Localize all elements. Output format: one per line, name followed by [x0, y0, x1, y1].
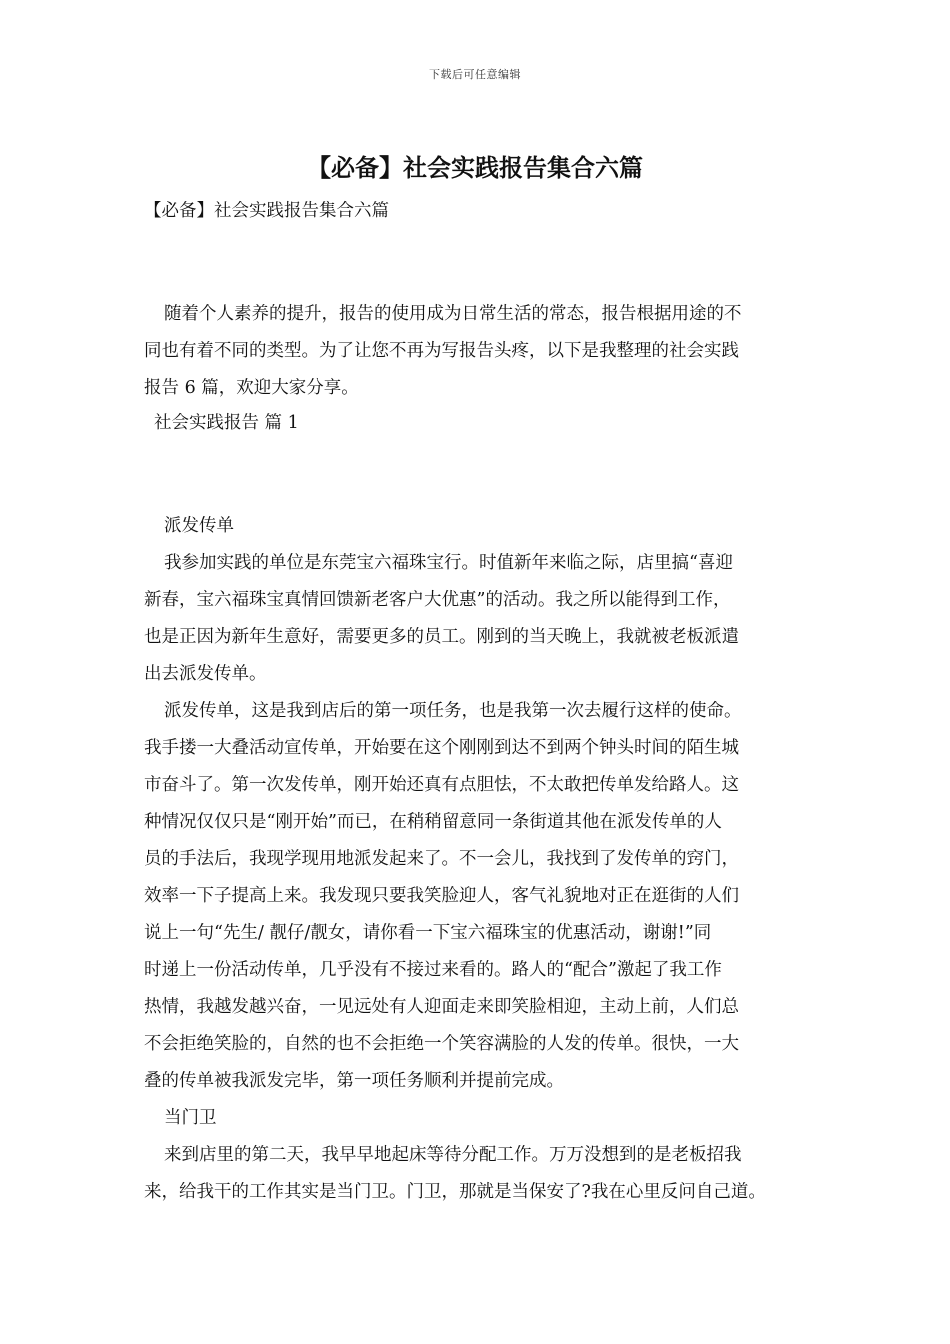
paragraph-line: 叠的传单被我派发完毕，第一项任务顺利并提前完成。 — [144, 1071, 564, 1091]
paragraph-line: 来，给我干的工作其实是当门卫。门卫，那就是当保安了?我在心里反问自己道。 — [144, 1182, 766, 1202]
document-title: 【必备】社会实践报告集合六篇 — [307, 153, 643, 182]
paragraph-line: 员的手法后，我现学现用地派发起来了。不一会儿，我找到了发传单的窍门， — [144, 849, 739, 869]
paragraph-line: 市奋斗了。第一次发传单，刚开始还真有点胆怯，不太敢把传单发给路人。这 — [144, 775, 739, 795]
paragraph-line: 效率一下子提高上来。我发现只要我笑脸迎人，客气礼貌地对正在逛街的人们 — [144, 886, 739, 906]
paragraph-line: 派发传单，这是我到店后的第一项任务，也是我第一次去履行这样的使命。 — [164, 701, 742, 721]
paragraph-line: 热情，我越发越兴奋，一见远处有人迎面走来即笑脸相迎，主动上前，人们总 — [144, 997, 739, 1017]
paragraph-line: 也是正因为新年生意好，需要更多的员工。刚到的当天晚上，我就被老板派遣 — [144, 627, 739, 647]
part1 — [144, 508, 810, 1211]
paragraph-line: 种情况仅仅只是“刚开始”而已，在稍稍留意同一条街道其他在派发传单的人 — [144, 812, 722, 832]
paragraph-line: 随着个人素养的提升，报告的使用成为日常生活的常态，报告根据用途的不 — [164, 304, 742, 324]
header-note: 下载后可任意编辑 — [429, 68, 521, 81]
paragraph-line: 时递上一份活动传单，几乎没有不接过来看的。路人的“配合”激起了我工作 — [144, 960, 722, 980]
paragraph-line: 我参加实践的单位是东莞宝六福珠宝行。时值新年来临之际，店里搞“喜迎 — [164, 553, 733, 573]
part2-heading: 当门卫 — [164, 1108, 217, 1128]
paragraph-line: 出去派发传单。 — [144, 664, 267, 684]
intro-paragraph — [144, 296, 810, 407]
paragraph-line: 同也有着不同的类型。为了让您不再为写报告头疼，以下是我整理的社会实践 — [144, 341, 739, 361]
document-subtitle — [144, 193, 810, 230]
paragraph-line: 不会拒绝笑脸的，自然的也不会拒绝一个笑容满脸的人发的传单。很快，一大 — [144, 1034, 739, 1054]
section-heading-text: 社会实践报告 篇 1 — [154, 413, 299, 433]
paragraph-line: 报告 6 篇，欢迎大家分享。 — [144, 378, 359, 398]
section-heading — [144, 405, 810, 442]
paragraph-line: 新春，宝六福珠宝真情回馈新老客户大优惠”的活动。我之所以能得到工作， — [144, 590, 731, 610]
paragraph-line: 说上一句“先生/ 靓仔/靓女，请你看一下宝六福珠宝的优惠活动，谢谢!”同 — [144, 923, 712, 943]
paragraph-line: 来到店里的第二天，我早早地起床等待分配工作。万万没想到的是老板招我 — [164, 1145, 742, 1165]
subtitle-line: 【必备】社会实践报告集合六篇 — [144, 201, 389, 221]
part1-heading: 派发传单 — [164, 516, 234, 536]
paragraph-line: 我手搂一大叠活动宣传单，开始要在这个刚刚到达不到两个钟头时间的陌生城 — [144, 738, 739, 758]
